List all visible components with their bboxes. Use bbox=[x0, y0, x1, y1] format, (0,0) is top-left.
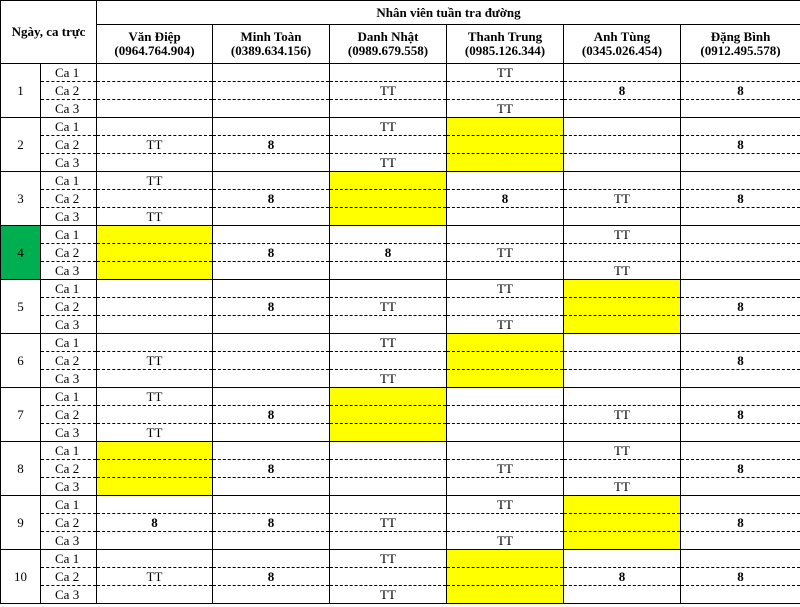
table-row bbox=[1, 460, 800, 478]
duty-cell bbox=[97, 244, 213, 262]
duty-cell bbox=[564, 154, 681, 172]
duty-cell bbox=[97, 442, 213, 460]
duty-cell bbox=[447, 334, 564, 352]
table-row bbox=[1, 118, 800, 136]
table-row bbox=[1, 280, 800, 298]
duty-cell bbox=[97, 334, 213, 352]
duty-cell bbox=[330, 442, 447, 460]
duty-cell: TT bbox=[97, 208, 213, 226]
duty-cell bbox=[213, 496, 330, 514]
duty-cell: 8 bbox=[681, 406, 800, 424]
duty-cell bbox=[213, 478, 330, 496]
duty-cell: TT bbox=[564, 190, 681, 208]
staff-name: Minh Toàn bbox=[240, 29, 302, 45]
duty-cell bbox=[564, 550, 681, 568]
duty-cell: TT bbox=[330, 154, 447, 172]
duty-cell bbox=[564, 496, 681, 514]
shift-label: Ca 2 bbox=[41, 82, 97, 100]
duty-cell bbox=[681, 334, 800, 352]
duty-cell bbox=[330, 316, 447, 334]
day-number: 1 bbox=[1, 64, 41, 118]
duty-cell bbox=[97, 460, 213, 478]
duty-cell bbox=[564, 280, 681, 298]
shift-label: Ca 1 bbox=[41, 496, 97, 514]
duty-cell bbox=[330, 64, 447, 82]
duty-cell: 8 bbox=[213, 406, 330, 424]
duty-cell bbox=[681, 226, 800, 244]
duty-cell bbox=[681, 496, 800, 514]
duty-cell bbox=[447, 514, 564, 532]
duty-cell: TT bbox=[447, 316, 564, 334]
duty-cell bbox=[564, 334, 681, 352]
table-row bbox=[1, 550, 800, 568]
duty-cell bbox=[681, 64, 800, 82]
table-row bbox=[1, 316, 800, 334]
duty-cell: 8 bbox=[213, 190, 330, 208]
staff-phone: (0964.764.904) bbox=[114, 43, 195, 58]
duty-cell bbox=[213, 388, 330, 406]
duty-cell bbox=[564, 100, 681, 118]
duty-cell bbox=[447, 352, 564, 370]
duty-cell bbox=[681, 154, 800, 172]
duty-cell: TT bbox=[564, 442, 681, 460]
duty-cell bbox=[447, 424, 564, 442]
duty-cell bbox=[330, 172, 447, 190]
duty-cell: 8 bbox=[681, 190, 800, 208]
duty-cell bbox=[213, 208, 330, 226]
duty-cell: 8 bbox=[564, 568, 681, 586]
table-row bbox=[1, 478, 800, 496]
shift-label: Ca 2 bbox=[41, 136, 97, 154]
duty-cell: TT bbox=[447, 244, 564, 262]
table-row bbox=[1, 64, 800, 82]
shift-label: Ca 3 bbox=[41, 154, 97, 172]
duty-cell bbox=[447, 370, 564, 388]
duty-cell: TT bbox=[97, 352, 213, 370]
duty-cell bbox=[447, 478, 564, 496]
duty-cell: 8 bbox=[97, 514, 213, 532]
duty-cell: TT bbox=[447, 280, 564, 298]
day-number: 6 bbox=[1, 334, 41, 388]
table-row bbox=[1, 244, 800, 262]
table-row bbox=[1, 514, 800, 532]
duty-cell bbox=[330, 208, 447, 226]
shift-label: Ca 3 bbox=[41, 478, 97, 496]
duty-cell: TT bbox=[97, 172, 213, 190]
duty-cell: TT bbox=[447, 64, 564, 82]
table-row bbox=[1, 370, 800, 388]
duty-cell bbox=[330, 388, 447, 406]
duty-cell: TT bbox=[564, 478, 681, 496]
duty-cell bbox=[97, 82, 213, 100]
duty-cell bbox=[681, 262, 800, 280]
table-row bbox=[1, 424, 800, 442]
shift-label: Ca 3 bbox=[41, 532, 97, 550]
duty-cell bbox=[213, 586, 330, 604]
duty-cell bbox=[213, 316, 330, 334]
duty-cell: 8 bbox=[681, 82, 800, 100]
duty-cell bbox=[447, 172, 564, 190]
duty-cell bbox=[447, 568, 564, 586]
duty-cell bbox=[447, 262, 564, 280]
duty-cell bbox=[97, 532, 213, 550]
duty-cell bbox=[330, 424, 447, 442]
duty-cell bbox=[213, 82, 330, 100]
duty-cell bbox=[681, 388, 800, 406]
duty-cell: 8 bbox=[330, 244, 447, 262]
table-row bbox=[1, 154, 800, 172]
table-row bbox=[1, 496, 800, 514]
duty-cell bbox=[681, 442, 800, 460]
duty-cell: TT bbox=[97, 424, 213, 442]
table-row bbox=[1, 136, 800, 154]
duty-cell bbox=[330, 532, 447, 550]
duty-cell bbox=[97, 154, 213, 172]
table-row bbox=[1, 226, 800, 244]
duty-cell bbox=[564, 64, 681, 82]
duty-cell bbox=[213, 280, 330, 298]
shift-label: Ca 3 bbox=[41, 586, 97, 604]
duty-cell bbox=[213, 550, 330, 568]
duty-cell bbox=[330, 280, 447, 298]
duty-cell: TT bbox=[330, 118, 447, 136]
duty-cell bbox=[213, 154, 330, 172]
duty-cell: TT bbox=[330, 298, 447, 316]
table-row bbox=[1, 586, 800, 604]
staff-phone: (0989.679.558) bbox=[347, 43, 429, 58]
duty-cell bbox=[213, 334, 330, 352]
duty-cell: TT bbox=[330, 586, 447, 604]
duty-cell: 8 bbox=[213, 514, 330, 532]
duty-cell bbox=[447, 586, 564, 604]
duty-cell bbox=[564, 208, 681, 226]
duty-cell: TT bbox=[330, 550, 447, 568]
staff-header bbox=[97, 25, 213, 64]
day-number: 2 bbox=[1, 118, 41, 172]
duty-cell bbox=[447, 442, 564, 460]
duty-cell: 8 bbox=[213, 136, 330, 154]
table-row bbox=[1, 568, 800, 586]
duty-cell: 8 bbox=[213, 298, 330, 316]
duty-cell bbox=[330, 352, 447, 370]
duty-cell bbox=[330, 478, 447, 496]
duty-cell bbox=[681, 208, 800, 226]
table-row bbox=[1, 334, 800, 352]
duty-cell bbox=[681, 172, 800, 190]
duty-cell: TT bbox=[97, 388, 213, 406]
staff-name: Đặng Bình bbox=[710, 29, 771, 45]
duty-cell bbox=[681, 478, 800, 496]
duty-cell bbox=[564, 352, 681, 370]
duty-cell bbox=[213, 64, 330, 82]
duty-cell bbox=[681, 370, 800, 388]
duty-cell bbox=[97, 496, 213, 514]
shift-label: Ca 2 bbox=[41, 406, 97, 424]
shift-label: Ca 3 bbox=[41, 262, 97, 280]
staff-header bbox=[447, 25, 564, 64]
staff-phone: (0985.126.344) bbox=[464, 43, 546, 58]
duty-cell bbox=[97, 406, 213, 424]
duty-cell bbox=[564, 244, 681, 262]
duty-cell bbox=[564, 532, 681, 550]
duty-cell bbox=[447, 226, 564, 244]
duty-cell: 8 bbox=[213, 568, 330, 586]
duty-cell bbox=[330, 190, 447, 208]
duty-cell bbox=[97, 370, 213, 388]
duty-cell: TT bbox=[97, 568, 213, 586]
duty-cell: 8 bbox=[681, 352, 800, 370]
day-number: 8 bbox=[1, 442, 41, 496]
day-number: 9 bbox=[1, 496, 41, 550]
duty-cell: 8 bbox=[447, 190, 564, 208]
duty-cell bbox=[97, 190, 213, 208]
duty-cell: TT bbox=[330, 82, 447, 100]
duty-cell bbox=[97, 100, 213, 118]
shift-label: Ca 1 bbox=[41, 550, 97, 568]
staff-phone: (0345.026.454) bbox=[581, 43, 663, 58]
duty-cell: 8 bbox=[213, 244, 330, 262]
duty-cell bbox=[564, 424, 681, 442]
duty-cell bbox=[447, 154, 564, 172]
duty-cell bbox=[564, 118, 681, 136]
shift-label: Ca 2 bbox=[41, 190, 97, 208]
duty-cell bbox=[564, 298, 681, 316]
duty-cell bbox=[97, 298, 213, 316]
staff-name: Thanh Trung bbox=[467, 29, 543, 45]
duty-cell bbox=[681, 550, 800, 568]
duty-cell bbox=[681, 424, 800, 442]
duty-cell bbox=[97, 64, 213, 82]
table-row bbox=[1, 406, 800, 424]
duty-cell bbox=[97, 262, 213, 280]
duty-cell bbox=[213, 118, 330, 136]
duty-cell bbox=[330, 136, 447, 154]
staff-header bbox=[330, 25, 447, 64]
corner-label: Ngày, ca trực bbox=[1, 1, 97, 64]
table-row bbox=[1, 100, 800, 118]
staff-header bbox=[681, 25, 800, 64]
duty-cell: 8 bbox=[681, 136, 800, 154]
shift-label: Ca 1 bbox=[41, 442, 97, 460]
day-number: 4 bbox=[1, 226, 41, 280]
duty-cell bbox=[681, 316, 800, 334]
staff-header bbox=[213, 25, 330, 64]
staff-group-label: Nhân viên tuần tra đường bbox=[97, 1, 800, 25]
table-row bbox=[1, 442, 800, 460]
duty-cell: 8 bbox=[681, 514, 800, 532]
duty-cell bbox=[564, 460, 681, 478]
staff-header bbox=[564, 25, 681, 64]
shift-label: Ca 1 bbox=[41, 334, 97, 352]
shift-label: Ca 1 bbox=[41, 280, 97, 298]
duty-cell bbox=[447, 406, 564, 424]
shift-label: Ca 3 bbox=[41, 370, 97, 388]
staff-phone: (0389.634.156) bbox=[230, 43, 312, 58]
duty-cell: TT bbox=[447, 496, 564, 514]
shift-label: Ca 3 bbox=[41, 424, 97, 442]
duty-cell: 8 bbox=[681, 568, 800, 586]
duty-cell: TT bbox=[564, 226, 681, 244]
duty-cell bbox=[213, 172, 330, 190]
table-row bbox=[1, 190, 800, 208]
duty-cell bbox=[213, 370, 330, 388]
table-row bbox=[1, 208, 800, 226]
duty-cell bbox=[330, 568, 447, 586]
duty-cell: TT bbox=[447, 532, 564, 550]
duty-cell bbox=[97, 586, 213, 604]
day-number: 5 bbox=[1, 280, 41, 334]
table-row bbox=[1, 172, 800, 190]
shift-label: Ca 1 bbox=[41, 64, 97, 82]
duty-cell bbox=[330, 406, 447, 424]
shift-label: Ca 1 bbox=[41, 388, 97, 406]
duty-cell bbox=[213, 100, 330, 118]
duty-cell bbox=[97, 478, 213, 496]
duty-cell bbox=[330, 100, 447, 118]
shift-label: Ca 2 bbox=[41, 352, 97, 370]
duty-cell bbox=[447, 118, 564, 136]
shift-label: Ca 1 bbox=[41, 172, 97, 190]
duty-cell bbox=[213, 424, 330, 442]
shift-label: Ca 2 bbox=[41, 514, 97, 532]
table-row bbox=[1, 298, 800, 316]
shift-label: Ca 1 bbox=[41, 226, 97, 244]
duty-cell: 8 bbox=[564, 82, 681, 100]
duty-cell bbox=[330, 460, 447, 478]
duty-cell bbox=[564, 514, 681, 532]
duty-cell bbox=[447, 550, 564, 568]
table-row bbox=[1, 82, 800, 100]
staff-name: Anh Tùng bbox=[593, 29, 651, 45]
day-number: 7 bbox=[1, 388, 41, 442]
duty-cell bbox=[213, 532, 330, 550]
duty-cell bbox=[97, 550, 213, 568]
shift-label: Ca 2 bbox=[41, 244, 97, 262]
table-row bbox=[1, 352, 800, 370]
duty-cell bbox=[213, 352, 330, 370]
staff-name: Văn Điệp bbox=[128, 29, 181, 45]
duty-cell bbox=[447, 388, 564, 406]
duty-cell: TT bbox=[97, 136, 213, 154]
duty-cell: 8 bbox=[213, 460, 330, 478]
duty-cell bbox=[213, 442, 330, 460]
duty-cell bbox=[564, 316, 681, 334]
day-number: 10 bbox=[1, 550, 41, 604]
duty-cell bbox=[681, 100, 800, 118]
duty-cell bbox=[447, 208, 564, 226]
duty-cell: TT bbox=[330, 514, 447, 532]
duty-cell: TT bbox=[330, 370, 447, 388]
duty-cell bbox=[564, 586, 681, 604]
duty-cell: TT bbox=[330, 334, 447, 352]
duty-cell: TT bbox=[447, 460, 564, 478]
duty-cell bbox=[330, 262, 447, 280]
duty-cell bbox=[97, 226, 213, 244]
shift-label: Ca 3 bbox=[41, 316, 97, 334]
duty-cell bbox=[564, 370, 681, 388]
table-row bbox=[1, 532, 800, 550]
duty-cell: 8 bbox=[681, 298, 800, 316]
staff-phone: (0912.495.578) bbox=[700, 43, 781, 58]
duty-cell bbox=[213, 262, 330, 280]
duty-cell bbox=[97, 280, 213, 298]
duty-cell: TT bbox=[564, 262, 681, 280]
duty-cell: TT bbox=[564, 406, 681, 424]
duty-cell bbox=[97, 118, 213, 136]
table-row bbox=[1, 262, 800, 280]
duty-cell: TT bbox=[447, 100, 564, 118]
staff-name: Danh Nhật bbox=[357, 29, 419, 45]
duty-cell bbox=[447, 82, 564, 100]
table-row bbox=[1, 388, 800, 406]
duty-cell bbox=[564, 172, 681, 190]
day-number: 3 bbox=[1, 172, 41, 226]
shift-label: Ca 2 bbox=[41, 298, 97, 316]
duty-cell bbox=[330, 496, 447, 514]
duty-cell bbox=[564, 388, 681, 406]
duty-cell bbox=[681, 532, 800, 550]
shift-label: Ca 2 bbox=[41, 460, 97, 478]
duty-cell bbox=[97, 316, 213, 334]
duty-cell bbox=[681, 118, 800, 136]
duty-cell bbox=[564, 136, 681, 154]
duty-cell bbox=[330, 226, 447, 244]
shift-label: Ca 3 bbox=[41, 100, 97, 118]
shift-label: Ca 3 bbox=[41, 208, 97, 226]
duty-cell bbox=[213, 226, 330, 244]
shift-label: Ca 2 bbox=[41, 568, 97, 586]
duty-cell bbox=[447, 298, 564, 316]
duty-cell bbox=[681, 244, 800, 262]
shift-label: Ca 1 bbox=[41, 118, 97, 136]
duty-cell bbox=[447, 136, 564, 154]
duty-cell bbox=[681, 280, 800, 298]
duty-cell: 8 bbox=[681, 460, 800, 478]
duty-cell bbox=[681, 586, 800, 604]
